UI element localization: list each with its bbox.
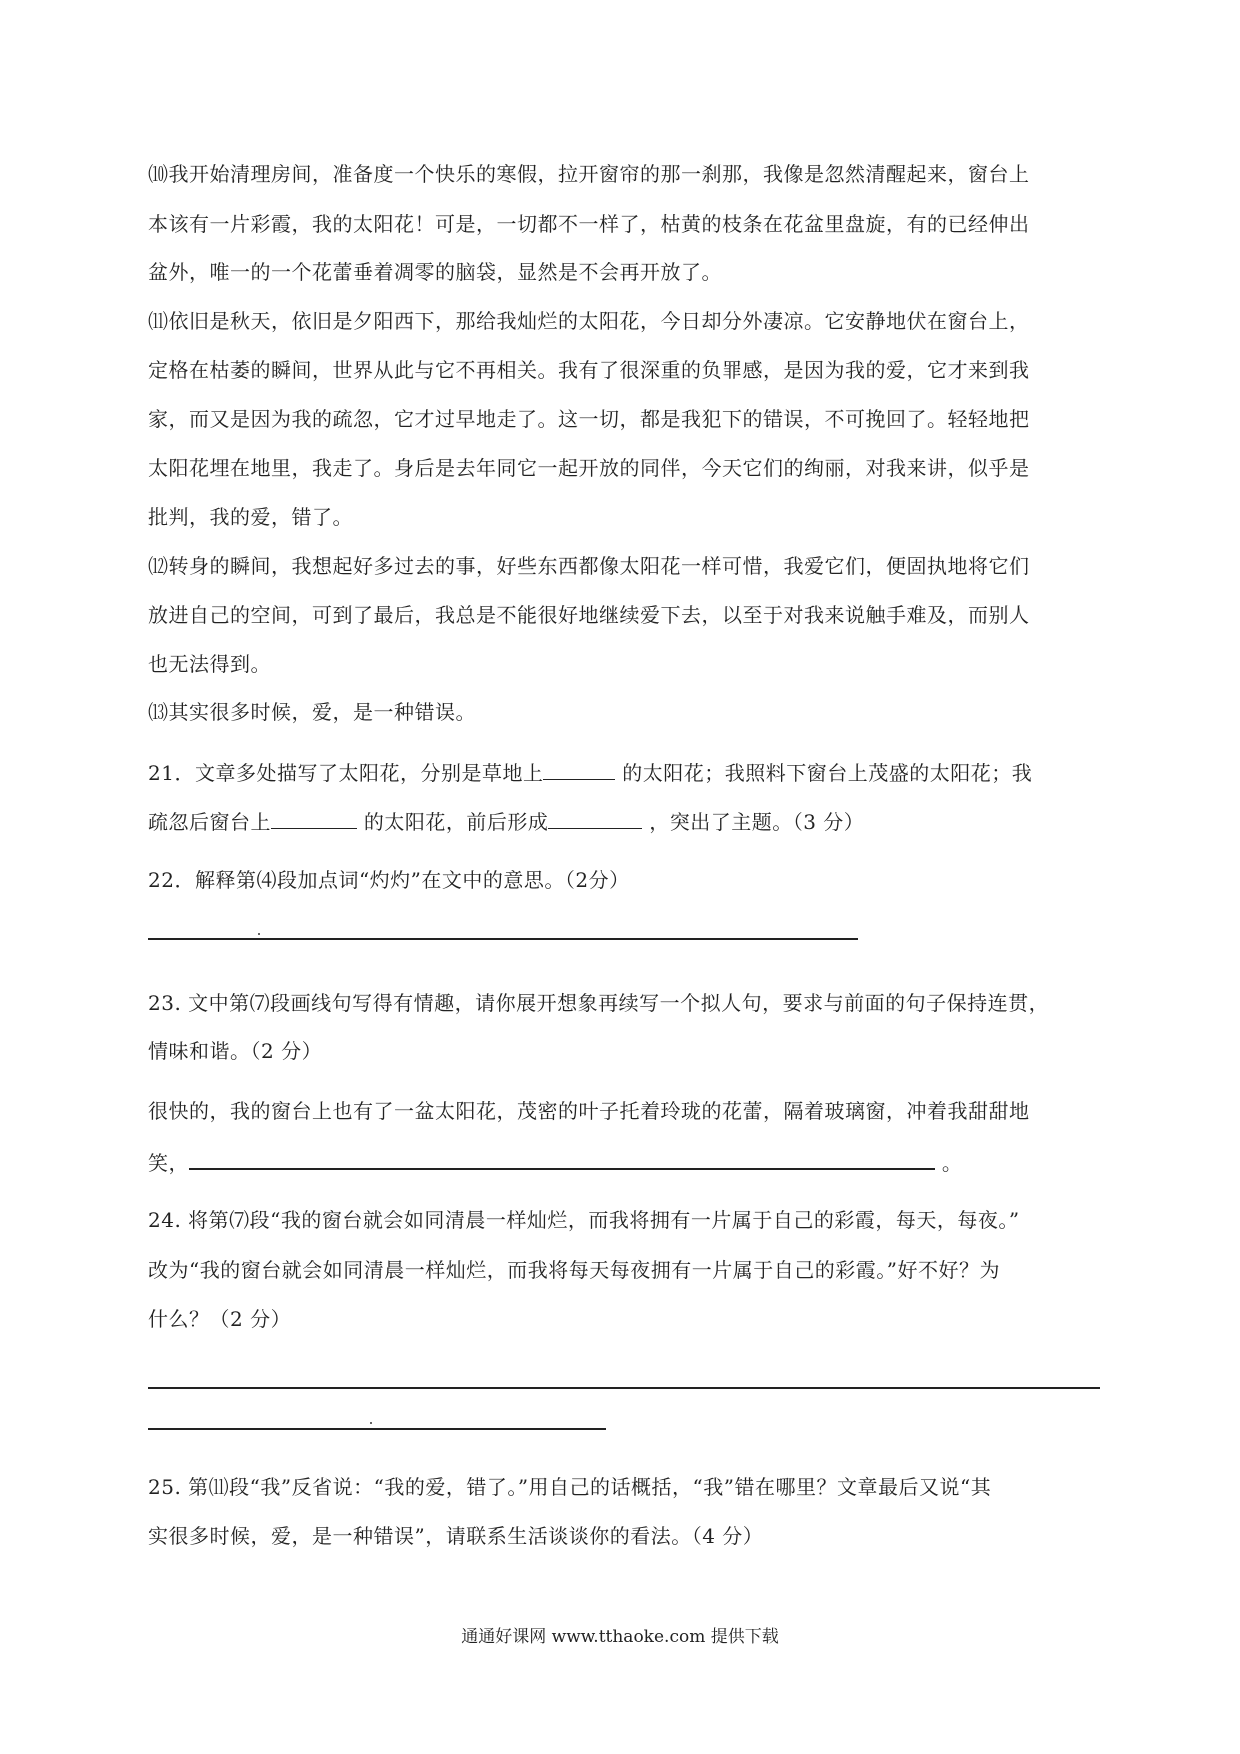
question-21-line-1: [148, 757, 1032, 787]
question-21-text-d: 的太阳花，前后形成: [357, 810, 549, 834]
question-23-line-4-end: 。: [935, 1151, 963, 1175]
paragraph-10-line-1: ⑽我开始清理房间，准备度一个快乐的寒假，拉开窗帘的那一刹那，我像是忽然清醒起来，窗台上: [148, 162, 1030, 186]
paragraph-11-line-2: 定格在枯萎的瞬间，世界从此与它不再相关。我有了很深重的负罪感，是因为我的爱，它才来到我: [148, 358, 1030, 382]
paragraph-11-line-5: 批判，我的爱，错了。: [148, 505, 353, 529]
question-23-line-4-start: 笑，: [148, 1151, 189, 1175]
question-21-line-2: [148, 806, 864, 836]
scan-speck: [258, 933, 260, 935]
question-22-answer-line[interactable]: [148, 938, 858, 940]
question-21-text-e: ，突出了主题。（3 分）: [642, 810, 865, 834]
paragraph-11-line-4: 太阳花埋在地里，我走了。身后是去年同它一起开放的同伴，今天它们的绚丽，对我来讲，似乎是: [148, 456, 1030, 480]
question-24-line-2: 改为“我的窗台就会如同清晨一样灿烂，而我将每天每夜拥有一片属于自己的彩霞。”好不好？为: [148, 1258, 1000, 1282]
question-23-line-2: 情味和谐。（2 分）: [148, 1039, 323, 1063]
paragraph-10-line-2: 本该有一片彩霞，我的太阳花！可是，一切都不一样了，枯黄的枝条在花盆里盘旋，有的已经伸出: [148, 212, 1030, 236]
scan-speck: [370, 1422, 372, 1424]
paragraph-11-line-3: 家，而又是因为我的疏忽，它才过早地走了。这一切，都是我犯下的错误，不可挽回了。轻轻地把: [148, 407, 1030, 431]
paragraph-12-line-3: 也无法得到。: [148, 652, 271, 676]
paragraph-12-line-2: 放进自己的空间，可到了最后，我总是不能很好地继续爱下去，以至于对我来说触手难及，而别人: [148, 603, 1030, 627]
question-23-line-3: 很快的，我的窗台上也有了一盆太阳花，茂密的叶子托着玲珑的花蕾，隔着玻璃窗，冲着我甜甜地: [148, 1099, 1030, 1123]
question-22: 22．解释第⑷段加点词“灼灼”在文中的意思。（2分）: [148, 868, 630, 892]
question-24-answer-line-2[interactable]: [148, 1428, 606, 1430]
page-footer: 通通好课网 www.tthaoke.com 提供下载: [461, 1627, 779, 1647]
paragraph-13: ⒀其实很多时候，爱，是一种错误。: [148, 700, 476, 724]
question-24-line-3: 什么？（2 分）: [148, 1307, 292, 1331]
question-21-text-b: 的太阳花；我照料下窗台上茂盛的太阳花；我: [615, 761, 1033, 785]
question-21-blank-3[interactable]: [548, 806, 642, 829]
question-23-answer-blank[interactable]: [189, 1146, 935, 1170]
question-25-line-2: 实很多时候，爱，是一种错误”，请联系生活谈谈你的看法。（4 分）: [148, 1524, 764, 1548]
paragraph-10-line-3: 盆外，唯一的一个花蕾垂着凋零的脑袋，显然是不会再开放了。: [148, 260, 722, 284]
question-21-text-a: 21．文章多处描写了太阳花，分别是草地上: [148, 761, 544, 785]
question-23-line-4: [148, 1146, 962, 1177]
question-21-blank-1[interactable]: [543, 757, 615, 780]
question-21-blank-2[interactable]: [271, 806, 357, 829]
question-23-line-1: 23. 文中第⑺段画线句写得有情趣，请你展开想象再续写一个拟人句，要求与前面的句子保持连贯，: [148, 991, 1050, 1015]
question-24-line-1: 24. 将第⑺段“我的窗台就会如同清晨一样灿烂，而我将拥有一片属于自己的彩霞，每天，每夜。”: [148, 1208, 1020, 1232]
paragraph-11-line-1: ⑾依旧是秋天，依旧是夕阳西下，那给我灿烂的太阳花，今日却分外凄凉。它安静地伏在窗台上，: [148, 309, 1030, 333]
question-21-text-c: 疏忽后窗台上: [148, 810, 271, 834]
question-24-answer-line-1[interactable]: [148, 1387, 1100, 1389]
paragraph-12-line-1: ⑿转身的瞬间，我想起好多过去的事，好些东西都像太阳花一样可惜，我爱它们，便固执地将它们: [148, 554, 1030, 578]
question-25-line-1: 25. 第⑾段“我”反省说：“我的爱，错了。”用自己的话概括，“我”错在哪里？文章最后又说“其: [148, 1475, 992, 1499]
